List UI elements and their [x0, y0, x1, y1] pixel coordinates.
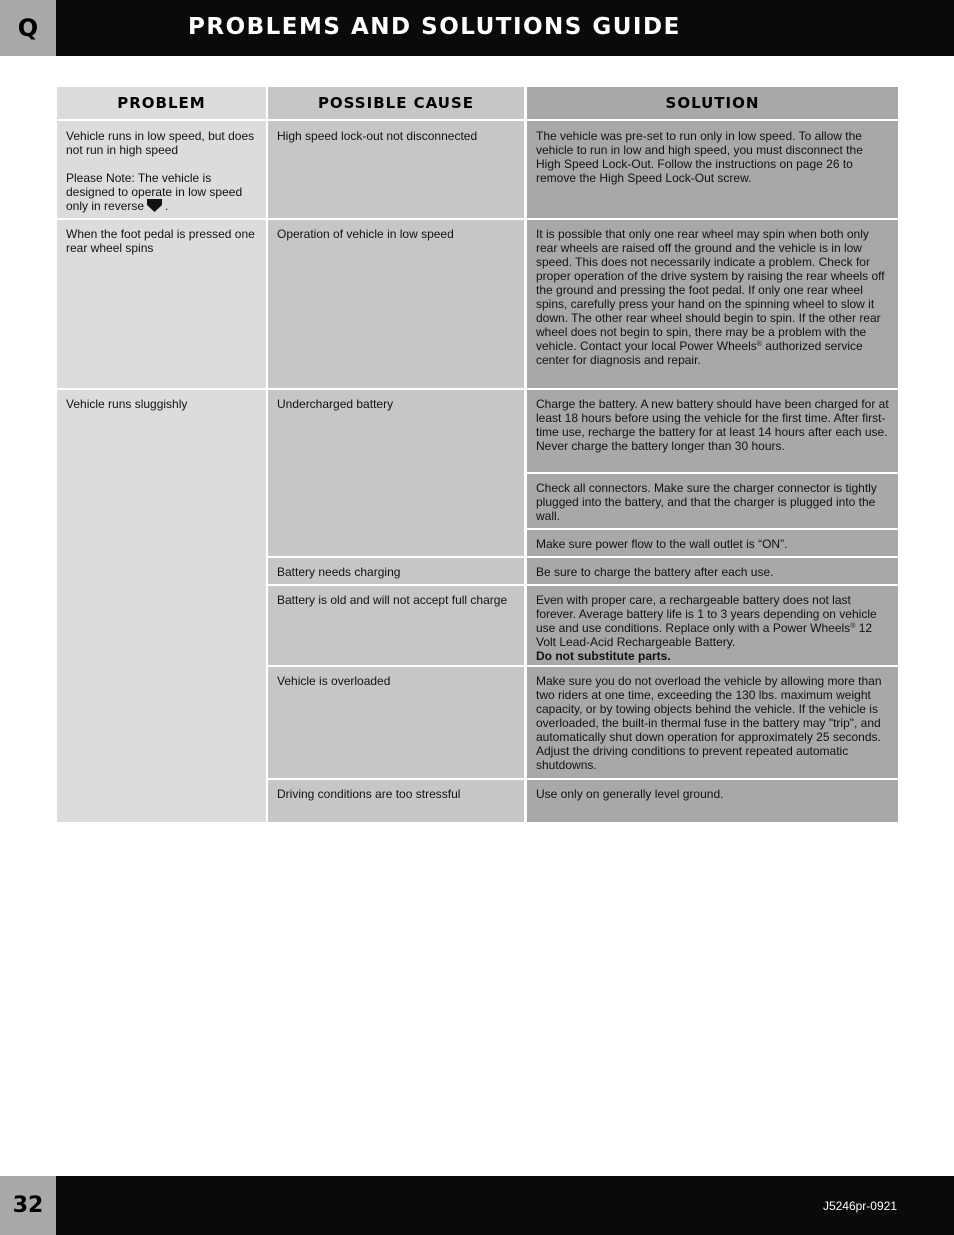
solution-avoid-overload: Make sure you do not overload the vehicle by allowing more than two riders at one time, exceeding the 130 lbs. maximum weight capacity, or by towing objects behind the vehicle. If the vehicle is overloaded, the built-in thermal fuse in the battery may "trip", and automatically shut down operation for approximately 25 seconds. Adjust the driving conditions to prevent repeated automatic shutdowns. [527, 666, 898, 779]
row-divider [57, 119, 898, 121]
table-row-1-cause: High speed lock-out not disconnected [268, 121, 524, 218]
page-footer [0, 1176, 954, 1235]
header-problem: PROBLEM [57, 87, 266, 119]
problem-note: Please Note: The vehicle is designed to operate in low speed only in reverse . [66, 171, 243, 213]
cause-driving-conditions: Driving conditions are too stressful [268, 779, 524, 822]
row-divider [268, 556, 898, 558]
registered-mark: ® [756, 341, 762, 348]
warning-text: Do not substitute parts. [536, 649, 671, 663]
table-row-3-problem: Vehicle runs sluggishly [57, 389, 266, 822]
cause-vehicle-overloaded: Vehicle is overloaded [268, 666, 524, 779]
solution-replace-battery: Even with proper care, a rechargeable battery does not last forever. Average battery life is 1 to 3 years depending on vehicle use and use conditions. Replace only with a Power Wheels® 12 Volt Lead-Acid Rechargeable Battery. Do not substitute parts. [527, 585, 898, 666]
page-title: PROBLEMS AND SOLUTIONS GUIDE [188, 14, 681, 40]
solution-power-flow: Make sure power flow to the wall outlet is “ON”. [527, 529, 898, 557]
row-divider [268, 778, 898, 780]
table-row-2-cause: Operation of vehicle in low speed [268, 219, 524, 388]
table-row-1-problem [57, 121, 266, 218]
cause-battery-needs-charging: Battery needs charging [268, 557, 524, 585]
section-tab: Q [0, 0, 56, 56]
cause-undercharged-battery: Undercharged battery [268, 389, 524, 557]
solution-charge-battery: Charge the battery. A new battery should have been charged for at least 18 hours before using the vehicle for the first time. After first-time use, recharge the battery for at least 14 hours after each use. Never charge the battery longer than 30 hours. [527, 389, 898, 473]
reverse-arrow-icon [147, 199, 162, 212]
row-divider [527, 528, 898, 530]
solution-charge-after-use: Be sure to charge the battery after each use. [527, 557, 898, 585]
row-divider [268, 665, 898, 667]
solution-level-ground: Use only on generally level ground. [527, 779, 898, 822]
page-header [0, 0, 954, 56]
row-divider [268, 584, 898, 586]
row-divider [527, 472, 898, 474]
page-number: 32 [0, 1176, 56, 1235]
cause-battery-old: Battery is old and will not accept full charge [268, 585, 524, 666]
row-divider [57, 388, 898, 390]
row-divider [57, 218, 898, 220]
header-solution: SOLUTION [527, 87, 898, 119]
table-row-2-solution: It is possible that only one rear wheel may spin when both only rear wheels are raised off the ground and the vehicle is in low speed. This does not necessarily indicate a problem. Check for proper operation of the drive system by raising the rear wheels off the ground and pressing the foot pedal. If only one rear wheel spins, carefully press your hand on the spinning wheel to slow it down. The other rear wheel should begin to spin. If the other rear wheel does not begin to spin, there may be a problem with the vehicle. Contact your local Power Wheels® authorized service center for diagnosis and repair. [527, 219, 898, 388]
problem-text: Vehicle runs in low speed, but does not run in high speed [66, 129, 255, 157]
document-code: J5246pr-0921 [822, 1199, 897, 1213]
solution-check-connectors: Check all connectors. Make sure the charger connector is tightly plugged into the battery, and that the charger is plugged into the wall. [527, 473, 898, 529]
registered-mark: ® [850, 623, 856, 630]
table-row-1-solution: The vehicle was pre-set to run only in low speed. To allow the vehicle to run in low and high speed, you must disconnect the High Speed Lock-Out. Follow the instructions on page 26 to remove the High Speed Lock-Out screw. [527, 121, 898, 218]
header-possible-cause: POSSIBLE CAUSE [268, 87, 524, 119]
table-row-2-problem: When the foot pedal is pressed one rear wheel spins [57, 219, 266, 388]
